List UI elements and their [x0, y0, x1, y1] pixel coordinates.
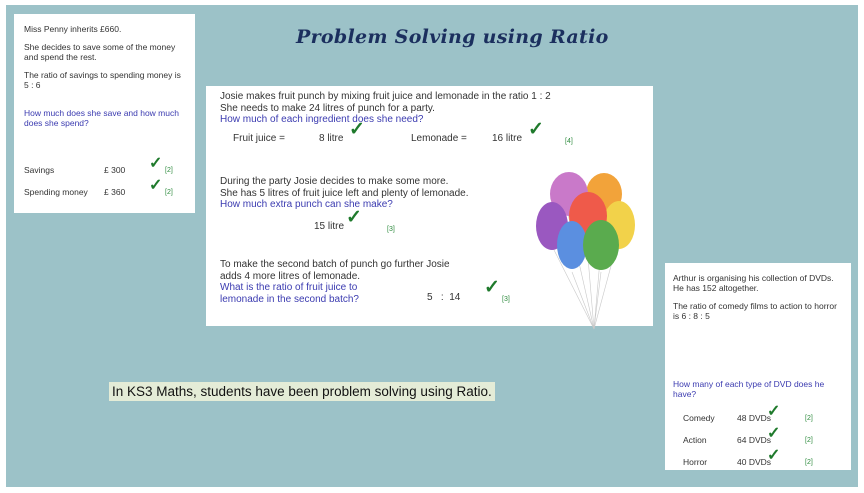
- dvd-problem-card: [665, 263, 851, 470]
- tick-icon: ✓: [149, 177, 163, 194]
- punch-p1-line1: Josie makes fruit punch by mixing fruit juice and lemonade in the ratio 1 : 2: [220, 91, 551, 102]
- penny-savings-statement: She decides to save some of the money and spend the rest.: [24, 42, 176, 62]
- savings-label: Savings: [24, 165, 55, 175]
- action-label: Action: [683, 435, 707, 445]
- tick-icon: ✓: [767, 403, 781, 420]
- punch-p2-question: How much extra punch can she make?: [220, 199, 393, 210]
- action-value: 64 DVDs: [737, 435, 772, 445]
- savings-value: £ 300: [104, 165, 126, 175]
- horror-label: Horror: [683, 457, 708, 467]
- action-mark: [2]: [805, 437, 813, 444]
- dvd-statement: Arthur is organising his collection of DVDs. He has 152 altogether.: [673, 273, 834, 293]
- fruit-juice-label: Fruit juice =: [233, 133, 285, 144]
- punch-p1-line2: She needs to make 24 litres of punch for a party.: [220, 102, 435, 114]
- punch-p2-line1: During the party Josie decides to make some more.: [220, 176, 449, 187]
- extra-punch-value: 15 litre: [314, 221, 345, 232]
- penny-ratio-statement: The ratio of savings to spending money is 5 : 6: [24, 70, 181, 90]
- dvd-question: How many of each type of DVD does he have?: [673, 379, 825, 399]
- tick-icon: ✓: [767, 425, 781, 442]
- spending-mark: [2]: [165, 189, 173, 196]
- savings-mark: [2]: [165, 167, 173, 174]
- spending-row: [24, 177, 173, 197]
- ratio-answer: 5 : 14: [427, 292, 461, 303]
- punch-p2-line2: She has 5 litres of fruit juice left and plenty of lemonade.: [220, 187, 469, 199]
- penny-statement: Miss Penny inherits £660.: [24, 24, 122, 34]
- spending-label: Spending money: [24, 187, 88, 197]
- savings-row: [24, 155, 173, 175]
- balloons-illustration: [534, 172, 638, 332]
- punch-p3-line2: adds 4 more litres of lemonade.: [220, 270, 361, 282]
- punch-p3-question-2: lemonade in the second batch?: [220, 293, 359, 305]
- fruit-juice-value: 8 litre: [319, 133, 344, 144]
- lemonade-value: 16 litre: [492, 133, 523, 144]
- page-title: Problem Solving using Ratio: [296, 26, 609, 48]
- action-row: [683, 425, 813, 445]
- caption-text: In KS3 Maths, students have been problem solving using Ratio.: [109, 382, 495, 401]
- penny-question: How much does she save and how much does she spend?: [24, 108, 179, 128]
- punch-p3-question-1: What is the ratio of fruit juice to: [220, 282, 358, 293]
- tick-icon: ✓: [149, 155, 163, 172]
- punch-part2: [220, 176, 468, 211]
- comedy-label: Comedy: [683, 413, 715, 423]
- punch-p1-question: How much of each ingredient does she need?: [220, 114, 424, 125]
- spending-value: £ 360: [104, 187, 126, 197]
- punch-part3: [220, 259, 450, 305]
- punch-mark-3: [3]: [502, 296, 510, 303]
- horror-value: 40 DVDs: [737, 457, 772, 467]
- comedy-value: 48 DVDs: [737, 413, 772, 423]
- tick-icon: ✓: [484, 277, 500, 298]
- dvd-ratio-statement: The ratio of comedy films to action to horror is 6 : 8 : 5: [673, 301, 837, 321]
- tick-icon: ✓: [528, 119, 544, 140]
- punch-p3-line1: To make the second batch of punch go further Josie: [220, 259, 450, 270]
- comedy-row: [683, 403, 813, 423]
- tick-icon: ✓: [346, 207, 362, 228]
- tick-icon: ✓: [767, 447, 781, 464]
- horror-row: [683, 447, 813, 467]
- punch-part1: [220, 91, 551, 126]
- punch-mark-1: [4]: [565, 138, 573, 145]
- slide: [6, 5, 858, 487]
- penny-problem-card: [14, 14, 195, 213]
- tick-icon: ✓: [349, 119, 365, 140]
- comedy-mark: [2]: [805, 415, 813, 422]
- horror-mark: [2]: [805, 459, 813, 466]
- lemonade-label: Lemonade =: [411, 133, 467, 144]
- punch-mark-2: [3]: [387, 226, 395, 233]
